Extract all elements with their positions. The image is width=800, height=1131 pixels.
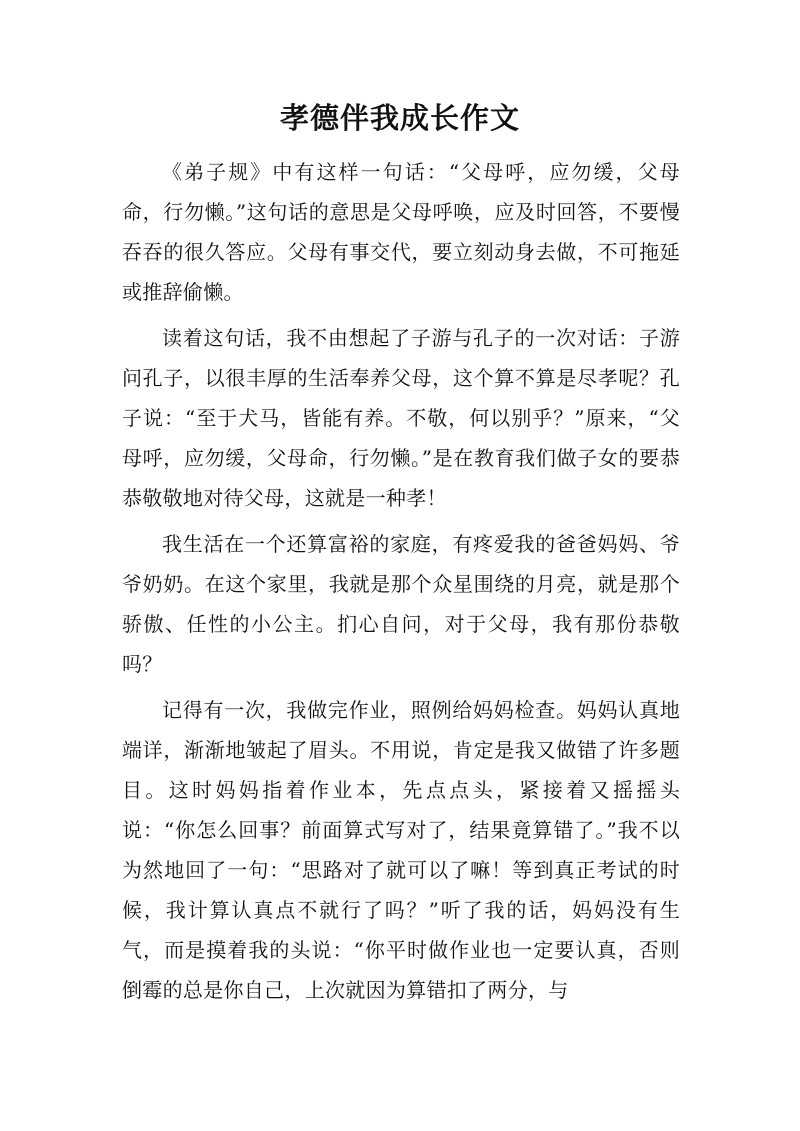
document-body	[122, 152, 680, 1016]
paragraph: 《弟子规》中有这样一句话：“父母呼，应勿缓，父母命，行勿懒。”这句话的意思是父母呼唤，应及时回答，不要慢吞吞的很久答应。父母有事交代，要立刻动身去做，不可拖延或推辞偷懒。	[122, 160, 680, 304]
paragraph: 记得有一次，我做完作业，照例给妈妈检查。妈妈认真地端详，渐渐地皱起了眉头。不用说，肯定是我又做错了许多题目。这时妈妈指着作业本，先点点头，紧接着又摇摇头说：“你怎么回事？前面算式写对了，结果竟算错了。”我不以为然地回了一句：“思路对了就可以了嘛！等到真正考试的时候，我计算认真点不就行了吗？”听了我的话，妈妈没有生气，而是摸着我的头说：“你平时做作业也一定要认真，否则倒霉的总是你自己，上次就因为算错扣了两分，与	[122, 698, 680, 1002]
document-title: 孝德伴我成长作文	[279, 101, 520, 135]
paragraph: 我生活在一个还算富裕的家庭，有疼爱我的爸爸妈妈、爷爷奶奶。在这个家里，我就是那个众星围绕的月亮，就是那个骄傲、任性的小公主。扪心自问，对于父母，我有那份恭敬吗？	[122, 532, 680, 676]
paragraph: 读着这句话，我不由想起了子游与孔子的一次对话：子游问孔子，以很丰厚的生活奉养父母，这个算不算是尽孝呢？孔子说：“至于犬马，皆能有养。不敬，何以别乎？”原来，“父母呼，应勿缓，父母命，行勿懒。”是在教育我们做子女的要恭恭敬敬地对待父母，这就是一种孝！	[122, 326, 680, 510]
